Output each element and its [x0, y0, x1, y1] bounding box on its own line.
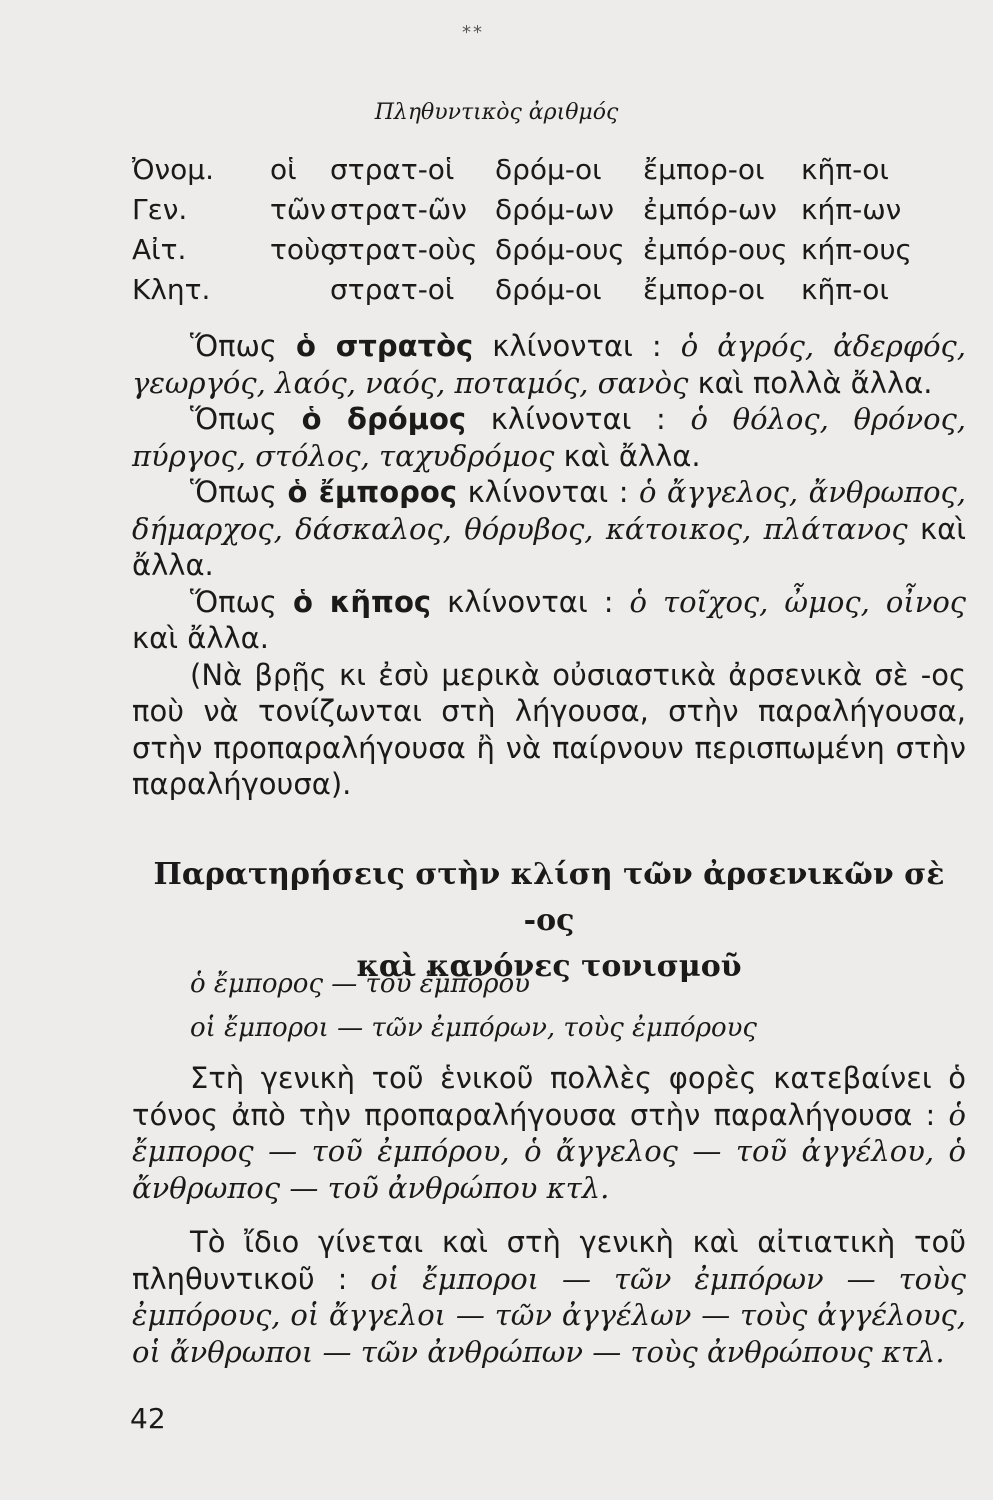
page-ornament: ** — [462, 22, 484, 43]
article: τῶν — [270, 193, 326, 226]
table-row — [132, 270, 921, 310]
example-words: ὁ ἀγρός, ἀδερφός, γεωργός, λαός, ναός, ποταμός, σανὸς — [132, 329, 967, 400]
article — [270, 270, 330, 310]
table-row — [132, 150, 921, 190]
case-label: Ὀνομ. — [132, 153, 215, 186]
form-dromos: δρόμ-οι — [495, 273, 602, 306]
form-dromos: δρόμ-ων — [495, 193, 615, 226]
rule-paragraph: Ὅπως ὁ κῆπος κλίνονται : ὁ τοῖχος, ὦμος, οἶνος καὶ ἄλλα. — [132, 584, 967, 655]
form-kipos: κήπ-ους — [801, 233, 912, 266]
table-row — [132, 190, 921, 230]
rule-paragraph: Τὸ ἴδιο γίνεται καὶ στὴ γενικὴ καὶ αἰτιατικὴ τοῦ πληθυντικοῦ : οἱ ἔμποροι — τῶν ἐμπόρων — τοὺς ἐμπόρους, οἱ ἄγγελοι — τῶν ἀγγέλων — τοὺς ἀγγέλους, οἱ ἄνθρωποι — τῶν ἀνθρώπων — τοὺς ἀνθρώπους κτλ. — [132, 1225, 967, 1369]
form-emporos: ἔμπορ-οι — [643, 273, 765, 306]
rule-paragraph: Ὅπως ὁ δρόμος κλίνονται : ὁ θόλος, θρόνος, πύργος, στόλος, ταχυδρόμος καὶ ἄλλα. — [132, 402, 967, 473]
article: τοὺς — [270, 233, 337, 266]
rule-paragraph: Ὅπως ὁ ἔμπορος κλίνονται : ὁ ἄγγελος, ἄνθρωπος, δήμαρχος, δάσκαλος, θόρυβος, κάτοικος, πλάτανος καὶ ἄλλα. — [132, 475, 967, 582]
form-emporos: ἐμπόρ-ους — [643, 233, 788, 266]
table-row — [132, 230, 921, 270]
model-word: ὁ ἔμπορος — [287, 475, 458, 509]
model-word: ὁ δρόμος — [301, 402, 467, 436]
form-stratos: στρατ-οἱ — [330, 273, 455, 306]
example-words: ὁ θόλος, θρόνος, πύργος, στόλος, ταχυδρόμος — [132, 402, 967, 473]
form-kipos: κῆπ-οι — [801, 273, 889, 306]
model-word: ὁ στρατὸς — [295, 329, 474, 363]
form-stratos: στρατ-οὺς — [330, 233, 478, 266]
form-emporos: ἐμπόρ-ων — [643, 193, 777, 226]
accent-rules — [132, 1060, 966, 1370]
rule-paragraph: Ὅπως ὁ στρατὸς κλίνονται : ὁ ἀγρός, ἀδερφός, γεωργός, λαός, ναός, ποταμός, σανὸς καὶ πολλὰ ἄλλα. — [132, 329, 967, 400]
form-emporos: ἔμπορ-οι — [643, 153, 765, 186]
example-line: ὁ ἔμπορος — τοῦ ἐμπόρου — [190, 969, 530, 999]
form-stratos: στρατ-οἱ — [330, 153, 455, 186]
page-number: 42 — [130, 1402, 166, 1435]
case-label: Κλητ. — [132, 273, 211, 306]
exercise-note: (Νὰ βρῇς κι ἐσὺ μερικὰ οὐσιαστικὰ ἀρσενικὰ σὲ -ος ποὺ νὰ τονίζωνται στὴ λήγουσα, στὴν παραλήγουσα, στὴν προπαραλήγουσα ἢ νὰ παίρνουν περισπωμένη στὴν παραλήγουσα). — [132, 657, 966, 801]
case-label: Αἰτ. — [132, 233, 187, 266]
section-title-line: καὶ κανόνες τονισμοῦ — [356, 949, 742, 984]
form-kipos: κῆπ-οι — [801, 153, 889, 186]
example-words: ὁ τοῖχος, ὦμος, οἶνος — [629, 584, 967, 619]
example-words: οἱ ἔμποροι — τῶν ἐμπόρων — τοὺς ἐμπόρους, οἱ ἄγγελοι — τῶν ἀγγέλων — τοὺς ἀγγέλους, οἱ ἄνθρωποι — τῶν ἀνθρώπων — τοὺς ἀνθρώπους κτλ. — [132, 1261, 967, 1369]
rule-paragraph: Στὴ γενικὴ τοῦ ἑνικοῦ πολλὲς φορὲς κατεβαίνει ὁ τόνος ἀπὸ τὴν προπαραλήγουσα στὴν παραλήγουσα : ὁ ἔμπορος — τοῦ ἐμπόρου, ὁ ἄγγελος — τοῦ ἀγγέλου, ὁ ἄνθρωπος — τοῦ ἀνθρώπου κτλ. — [132, 1061, 967, 1205]
example-words: ὁ ἔμπορος — τοῦ ἐμπόρου, ὁ ἄγγελος — τοῦ ἀγγέλου, ὁ ἄνθρωπος — τοῦ ἀνθρώπου κτλ. — [132, 1097, 967, 1205]
example-words: ὁ ἄγγελος, ἄνθρωπος, δήμαρχος, δάσκαλος, θόρυβος, κάτοικος, πλάτανος — [132, 475, 967, 546]
example-block — [190, 962, 757, 1050]
table-heading: Πληθυντικὸς ἀριθμός — [374, 100, 619, 125]
form-dromos: δρόμ-ους — [495, 233, 625, 266]
model-word: ὁ κῆπος — [292, 584, 432, 619]
section-title-line: Παρατηρήσεις στὴν κλίση τῶν ἀρσενικῶν σὲ -ος — [153, 857, 945, 938]
example-line: οἱ ἔμποροι — τῶν ἐμπόρων, τοὺς ἐμπόρους — [190, 1013, 757, 1043]
case-label: Γεν. — [132, 193, 188, 226]
declension-rules — [132, 328, 966, 803]
declension-table — [132, 150, 921, 310]
article: οἱ — [270, 153, 297, 186]
form-stratos: στρατ-ῶν — [330, 193, 467, 226]
form-dromos: δρόμ-οι — [495, 153, 602, 186]
form-kipos: κήπ-ων — [801, 193, 902, 226]
